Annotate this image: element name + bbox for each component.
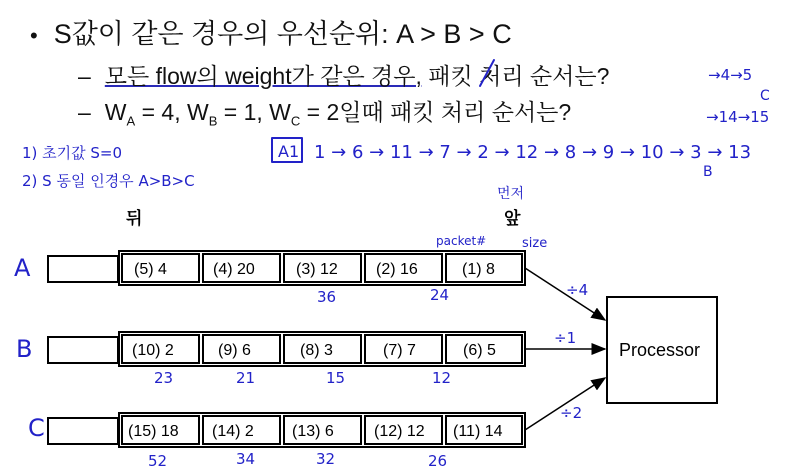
queue-a-label: A xyxy=(14,254,31,282)
label-first: 먼저 xyxy=(497,186,525,202)
bullet-dot-icon: • xyxy=(30,23,38,48)
queue-b-label: B xyxy=(16,335,33,363)
sum-c: 52 xyxy=(148,452,168,469)
weight-sub-a: A xyxy=(126,113,136,129)
queue-a-tail xyxy=(48,256,118,282)
label-back: 뒤 xyxy=(126,209,143,228)
queue-c-cell-text: (11) 14 xyxy=(453,423,503,440)
note-tie: 2) S 동일 인경우 A>B>C xyxy=(22,172,195,190)
sum-b: 15 xyxy=(326,369,346,387)
queue-b-cells xyxy=(122,335,522,363)
sum-c: 26 xyxy=(428,452,448,469)
queue-c-cells xyxy=(122,416,522,444)
weight-sub-c: C xyxy=(290,113,301,129)
note-initial: 1) 초기값 S=0 xyxy=(22,144,123,162)
side-seq1: →4→5 xyxy=(708,66,753,84)
sum-b: 12 xyxy=(432,369,452,387)
dash-icon: – xyxy=(78,63,91,89)
bullet-equal-weight-suffix: 패킷 처리 순서는? xyxy=(428,63,610,89)
sum-c: 34 xyxy=(236,450,256,468)
queue-c-cell-text: (15) 18 xyxy=(128,423,179,440)
sum-a: 36 xyxy=(317,288,337,306)
bullet-priority-text: S값이 같은 경우의 우선순위: A > B > C xyxy=(53,19,512,49)
weight-note-b: ÷1 xyxy=(554,329,577,347)
queue-b-cell-text: (8) 3 xyxy=(300,342,333,359)
arrow-a-icon xyxy=(525,268,605,320)
answer-below: B xyxy=(703,164,713,180)
queue-c-cell-text: (14) 2 xyxy=(212,423,254,440)
label-packet: packet# xyxy=(436,234,487,248)
weight-sub-b: B xyxy=(208,113,218,129)
queue-a-cell-text: (5) 4 xyxy=(134,261,167,278)
queue-b-cell-text: (10) 2 xyxy=(132,342,174,359)
weights-w-letter: W xyxy=(104,99,127,125)
label-size: size xyxy=(522,236,548,251)
queue-b-cell-text: (7) 7 xyxy=(383,342,416,359)
queue-b-tail xyxy=(48,337,118,363)
bullet-equal-weight-prefix: 모든 flow의 weight가 같은 경우, xyxy=(104,63,422,89)
answer-sequence: 1 → 6 → 11 → 7 → 2 → 12 → 8 → 9 → 10 → 3 → 13 xyxy=(314,142,752,163)
queue-b-cell-text: (6) 5 xyxy=(463,342,496,359)
weight-note-c: ÷2 xyxy=(560,404,583,422)
dash-icon: – xyxy=(78,99,91,125)
queue-b-cell-text: (9) 6 xyxy=(218,342,251,359)
answer-box-label: A1 xyxy=(278,142,300,161)
queue-a-cell-text: (2) 16 xyxy=(376,261,418,278)
weight-note-a: ÷4 xyxy=(566,281,589,299)
label-front: 앞 xyxy=(504,209,521,228)
side-c: C xyxy=(760,88,770,104)
queue-c-cell-text: (13) 6 xyxy=(292,423,334,440)
queue-a-cells xyxy=(122,254,522,282)
sum-c: 32 xyxy=(316,450,336,468)
strike-mark xyxy=(480,60,494,86)
queue-c-cell-text: (12) 12 xyxy=(374,423,425,440)
queue-c-label: C xyxy=(28,414,45,442)
queue-a-cell-text: (4) 20 xyxy=(213,261,255,278)
queue-a-cell-text: (3) 12 xyxy=(296,261,338,278)
side-seq2: →14→15 xyxy=(706,108,770,126)
queue-a-cell-text: (1) 8 xyxy=(462,261,495,278)
sum-a: 24 xyxy=(430,286,450,304)
processor-label: Processor xyxy=(619,340,701,360)
queue-c-tail xyxy=(48,418,118,444)
weight-val-a: = 4, W xyxy=(135,99,209,125)
sum-b: 21 xyxy=(236,369,256,387)
weight-val-c: = 2 xyxy=(300,99,340,125)
weight-val-b: = 1, W xyxy=(217,99,291,125)
sum-b: 23 xyxy=(154,369,174,387)
bullet-weights-rest: 일때 패킷 처리 순서는? xyxy=(339,99,572,125)
